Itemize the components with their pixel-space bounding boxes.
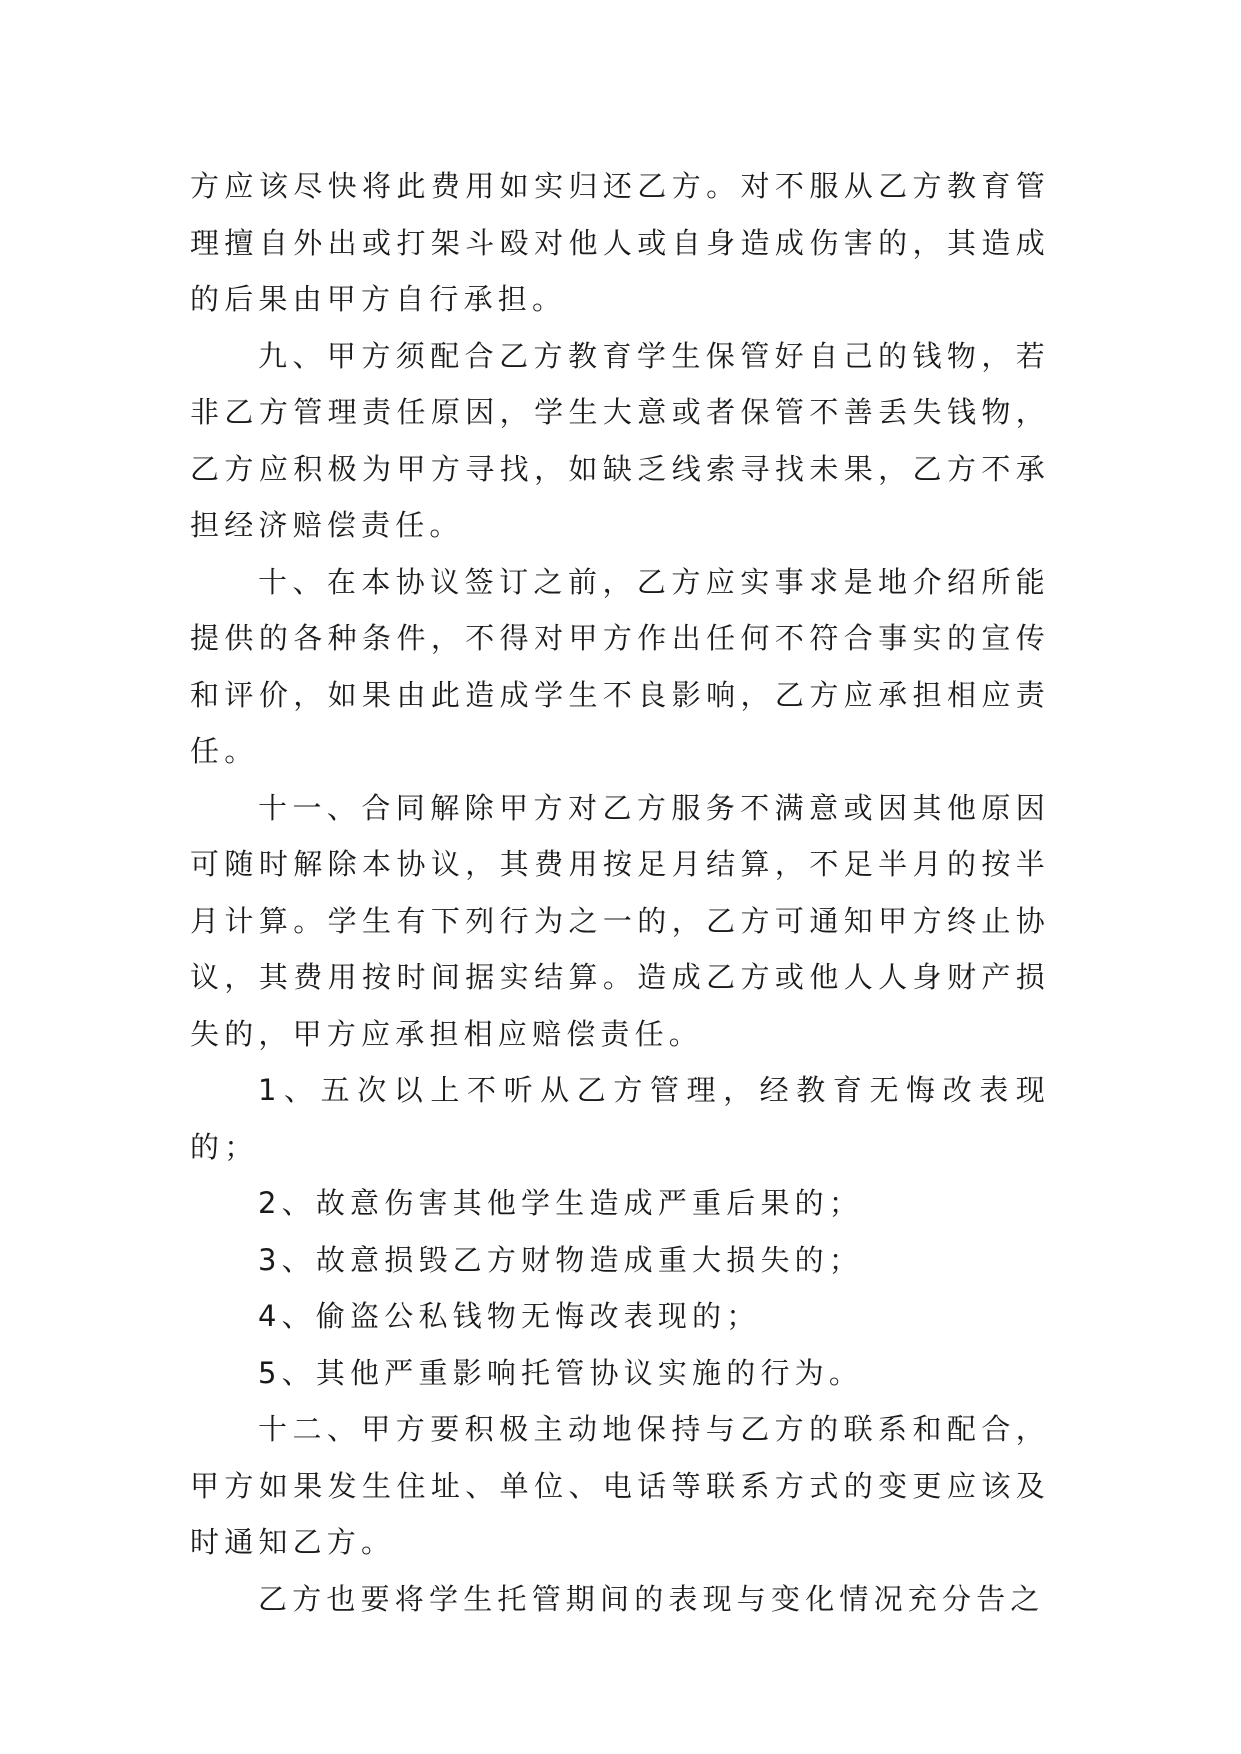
document-body — [190, 158, 1050, 1627]
paragraph-clause-12: 十二、甲方要积极主动地保持与乙方的联系和配合，甲方如果发生住址、单位、电话等联系方式的变更应该及时通知乙方。 — [190, 1412, 1050, 1559]
list-item-3: 3、故意损毁乙方财物造成重大损失的； — [258, 1242, 864, 1277]
paragraph-clause-12-continued: 乙方也要将学生托管期间的表现与变化情况充分告之 — [258, 1581, 1045, 1616]
paragraph-continuation: 方应该尽快将此费用如实归还乙方。对不服从乙方教育管理擅自外出或打架斗殴对他人或自身造成伤害的，其造成的后果由甲方自行承担。 — [190, 169, 1050, 316]
list-item-1: 1、五次以上不听从乙方管理，经教育无悔改表现的； — [190, 1073, 1050, 1164]
paragraph-clause-9: 九、甲方须配合乙方教育学生保管好自己的钱物，若非乙方管理责任原因，学生大意或者保管不善丢失钱物，乙方应积极为甲方寻找，如缺乏线索寻找未果，乙方不承担经济赔偿责任。 — [190, 338, 1050, 542]
list-item-4: 4、偷盗公私钱物无悔改表现的； — [258, 1299, 761, 1333]
paragraph-clause-10: 十、在本协议签订之前，乙方应实事求是地介绍所能提供的各种条件，不得对甲方作出任何不符合事实的宣传和评价，如果由此造成学生不良影响，乙方应承担相应责任。 — [190, 564, 1050, 768]
list-item-2: 2、故意伤害其他学生造成严重后果的； — [258, 1186, 864, 1220]
list-item-5: 5、其他严重影响托管协议实施的行为。 — [258, 1355, 864, 1390]
paragraph-clause-11: 十一、合同解除甲方对乙方服务不满意或因其他原因可随时解除本协议，其费用按足月结算，不足半月的按半月计算。学生有下列行为之一的，乙方可通知甲方终止协议，其费用按时间据实结算。造成乙方或他人人身财产损失的，甲方应承担相应赔偿责任。 — [190, 790, 1050, 1051]
